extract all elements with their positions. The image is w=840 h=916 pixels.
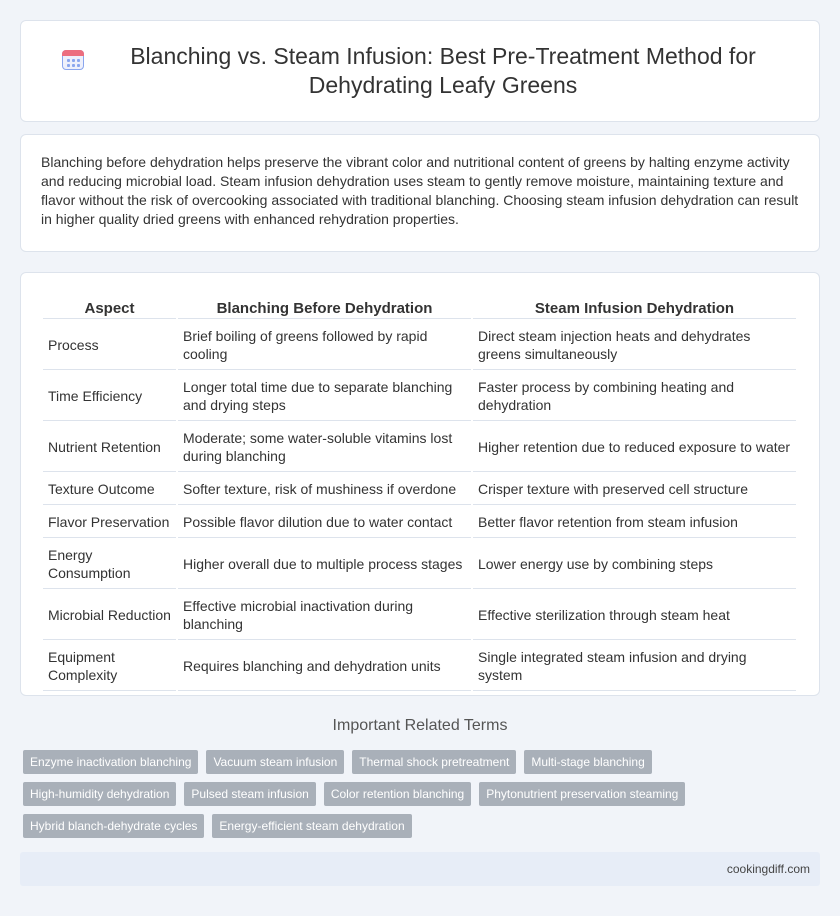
cell-blanching: Brief boiling of greens followed by rapid cooling [178, 321, 471, 370]
cell-steam: Better flavor retention from steam infusion [473, 507, 796, 538]
table-row [43, 507, 796, 538]
cell-aspect: Texture Outcome [43, 474, 176, 505]
tag-thermal-shock-pretreatment[interactable]: Thermal shock pretreatment [352, 750, 516, 774]
footer-bar [20, 852, 820, 886]
table-row [43, 372, 796, 421]
table-row [43, 474, 796, 505]
cell-blanching: Higher overall due to multiple process stages [178, 540, 471, 589]
cell-blanching: Softer texture, risk of mushiness if overdone [178, 474, 471, 505]
footer-site-link[interactable]: cookingdiff.com [726, 862, 810, 876]
cell-aspect: Energy Consumption [43, 540, 176, 589]
related-terms-tags [23, 750, 803, 846]
cell-blanching: Longer total time due to separate blanching and drying steps [178, 372, 471, 421]
cell-aspect: Flavor Preservation [43, 507, 176, 538]
header-aspect: Aspect [43, 297, 176, 319]
cell-blanching: Possible flavor dilution due to water contact [178, 507, 471, 538]
tag-row [23, 782, 803, 806]
table-header-row [43, 297, 796, 319]
tag-phytonutrient-preservation-steaming[interactable]: Phytonutrient preservation steaming [479, 782, 685, 806]
cell-steam: Higher retention due to reduced exposure to water [473, 423, 796, 472]
cell-steam: Direct steam injection heats and dehydrates greens simultaneously [473, 321, 796, 370]
cell-aspect: Nutrient Retention [43, 423, 176, 472]
tag-hybrid-blanch-dehydrate-cycles[interactable]: Hybrid blanch-dehydrate cycles [23, 814, 204, 838]
tag-vacuum-steam-infusion[interactable]: Vacuum steam infusion [206, 750, 344, 774]
comparison-card [20, 272, 820, 696]
cell-steam: Faster process by combining heating and dehydration [473, 372, 796, 421]
intro-text: Blanching before dehydration helps preserve the vibrant color and nutritional content of greens by halting enzyme activity and reducing microbial load. Steam infusion dehydration uses steam to gently remove moisture, maintaining texture and flavor without the risk of overcooking associated with traditional blanching. Choosing steam infusion dehydration can result in higher quality dried greens with enhanced rehydration properties. [41, 154, 799, 227]
tag-energy-efficient-steam-dehydration[interactable]: Energy-efficient steam dehydration [212, 814, 411, 838]
comparison-table [41, 295, 798, 693]
table-row [43, 642, 796, 691]
cell-blanching: Requires blanching and dehydration units [178, 642, 471, 691]
tag-multi-stage-blanching[interactable]: Multi-stage blanching [524, 750, 651, 774]
calendar-icon [61, 47, 85, 71]
tag-high-humidity-dehydration[interactable]: High-humidity dehydration [23, 782, 176, 806]
cell-aspect: Equipment Complexity [43, 642, 176, 691]
page-title: Blanching vs. Steam Infusion: Best Pre-Treatment Method for Dehydrating Leafy Greens [130, 43, 756, 98]
cell-aspect: Time Efficiency [43, 372, 176, 421]
cell-steam: Effective sterilization through steam heat [473, 591, 796, 640]
table-row [43, 540, 796, 589]
cell-steam: Single integrated steam infusion and drying system [473, 642, 796, 691]
tag-row [23, 814, 803, 838]
header-blanching: Blanching Before Dehydration [178, 297, 471, 319]
header-card [20, 20, 820, 122]
intro-card [20, 134, 820, 252]
table-row [43, 321, 796, 370]
tag-row [23, 750, 803, 774]
tag-enzyme-inactivation-blanching[interactable]: Enzyme inactivation blanching [23, 750, 198, 774]
cell-aspect: Microbial Reduction [43, 591, 176, 640]
table-row [43, 423, 796, 472]
cell-aspect: Process [43, 321, 176, 370]
cell-blanching: Effective microbial inactivation during blanching [178, 591, 471, 640]
header-steam-infusion: Steam Infusion Dehydration [473, 297, 796, 319]
cell-steam: Lower energy use by combining steps [473, 540, 796, 589]
table-row [43, 591, 796, 640]
cell-steam: Crisper texture with preserved cell structure [473, 474, 796, 505]
related-terms-title: Important Related Terms [332, 717, 508, 734]
tag-pulsed-steam-infusion[interactable]: Pulsed steam infusion [184, 782, 315, 806]
cell-blanching: Moderate; some water-soluble vitamins lost during blanching [178, 423, 471, 472]
tag-color-retention-blanching[interactable]: Color retention blanching [324, 782, 471, 806]
